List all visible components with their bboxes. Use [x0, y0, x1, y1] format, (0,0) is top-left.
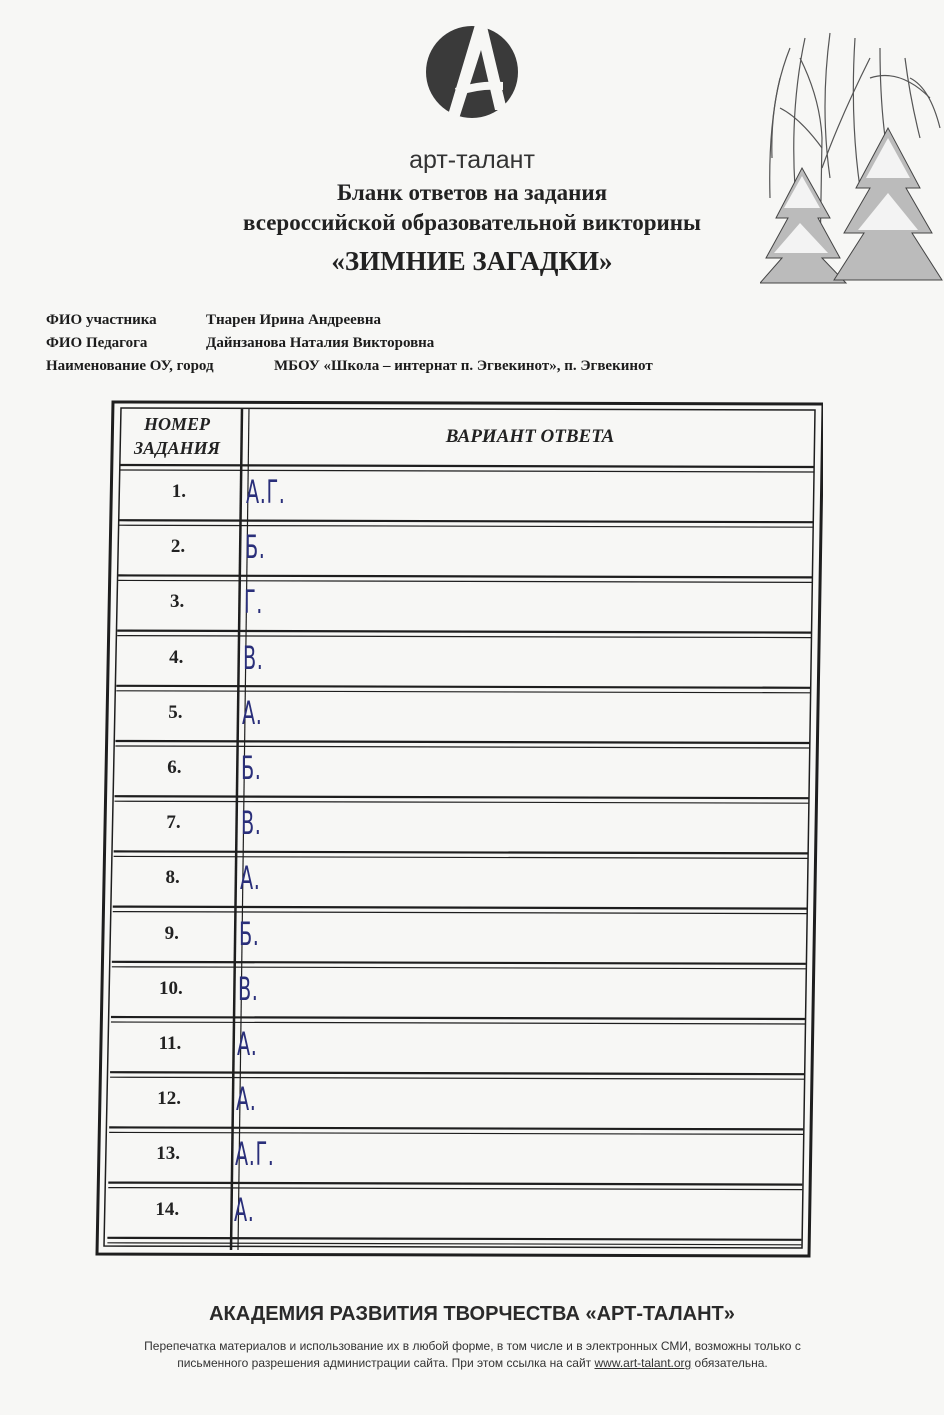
row-divider — [119, 520, 813, 522]
answer-cell[interactable]: Г. — [244, 583, 264, 622]
task-number: 6. — [167, 757, 182, 778]
notice-line2 — [55, 1355, 890, 1372]
teacher-label: ФИО Педагога — [46, 335, 148, 351]
row-divider — [120, 465, 814, 467]
task-number: 14. — [155, 1198, 180, 1220]
art-talant-logo — [425, 10, 520, 135]
row-divider — [111, 1017, 805, 1019]
row-divider — [107, 1238, 801, 1240]
answer-cell[interactable]: А.Г. — [245, 473, 286, 511]
row-divider — [119, 525, 813, 527]
teacher-value: Дайнзанова Наталия Викторовна — [206, 335, 435, 351]
participant-label: ФИО участника — [46, 312, 157, 328]
row-divider — [110, 1072, 804, 1074]
row-divider — [113, 907, 807, 909]
row-divider — [117, 636, 811, 638]
answer-cell[interactable]: В. — [240, 804, 262, 843]
task-number: 10. — [158, 977, 183, 999]
school-label: Наименование ОУ, город — [46, 358, 214, 374]
task-number: 5. — [168, 701, 183, 723]
answer-cell[interactable]: А. — [239, 859, 261, 898]
notice-line1: Перепечатка материалов и использование их в любой форме, в том числе и в электронных СМИ, возможны только с — [144, 1339, 801, 1353]
brand-name: арт-талант — [409, 146, 535, 174]
row-divider — [114, 856, 808, 858]
task-number: 1. — [171, 481, 187, 502]
task-number: 7. — [166, 812, 181, 834]
row-divider — [115, 746, 809, 748]
school-value: МБОУ «Школа – интернат п. Эгвекинот», п. Эгвекинот — [274, 358, 653, 374]
column-header-task-number-line1: НОМЕР — [143, 414, 210, 434]
row-divider — [118, 580, 812, 582]
row-divider — [114, 851, 808, 853]
task-number: 13. — [156, 1143, 181, 1165]
row-divider — [115, 741, 809, 743]
row-divider — [107, 1243, 801, 1245]
task-number: 3. — [169, 591, 185, 613]
answer-cell[interactable]: А. — [236, 1025, 258, 1063]
copyright-notice — [55, 1338, 890, 1372]
row-divider — [108, 1183, 802, 1185]
column-header-task-number — [112, 412, 242, 460]
notice-line2-end: обязательна. — [694, 1356, 768, 1370]
row-divider — [110, 1077, 804, 1079]
task-number: 9. — [164, 922, 179, 944]
answer-cell[interactable]: Б. — [245, 528, 266, 567]
task-number: 2. — [170, 536, 186, 558]
row-divider — [113, 912, 807, 914]
winter-trees-illustration — [760, 18, 944, 288]
task-number: 4. — [169, 646, 184, 668]
task-number: 12. — [157, 1088, 181, 1110]
form-subtitle: всероссийской образовательной викторины — [243, 210, 701, 235]
form-title: Бланк ответов на задания — [336, 180, 608, 205]
row-divider — [116, 686, 810, 688]
participant-value: Тнарен Ирина Андреевна — [206, 312, 382, 328]
answer-cell[interactable]: В. — [237, 969, 259, 1008]
answer-cell[interactable]: Б. — [241, 749, 262, 787]
row-divider — [108, 1188, 802, 1190]
answer-cell[interactable]: А. — [234, 1190, 255, 1229]
answer-cell[interactable]: А. — [242, 693, 263, 732]
academy-name: АКАДЕМИЯ РАЗВИТИЯ ТВОРЧЕСТВА «АРТ-ТАЛАНТ» — [209, 1303, 735, 1325]
task-number: 8. — [165, 867, 180, 889]
quiz-title: «ЗИМНИЕ ЗАГАДКИ» — [331, 246, 613, 276]
teacher-row — [46, 335, 434, 352]
notice-line2-start: письменного разрешения администрации сайта. При этом ссылка на сайт — [177, 1356, 592, 1370]
row-divider — [118, 575, 812, 577]
answer-cell[interactable]: А.Г. — [235, 1135, 275, 1174]
answer-cell[interactable]: Б. — [238, 914, 260, 953]
site-link[interactable]: www.art-talant.org — [594, 1356, 692, 1370]
row-divider — [115, 801, 809, 803]
row-divider — [116, 691, 810, 693]
answer-cell[interactable]: А. — [236, 1080, 257, 1119]
row-divider — [109, 1132, 803, 1134]
row-divider — [117, 631, 811, 633]
answer-table — [95, 398, 823, 1261]
column-header-task-number-line2: ЗАДАНИЯ — [133, 438, 221, 458]
row-divider — [120, 470, 814, 472]
column-header-answer: ВАРИАНТ ОТВЕТА — [445, 426, 615, 447]
row-divider — [112, 962, 806, 964]
row-divider — [112, 967, 806, 969]
row-divider — [115, 796, 809, 798]
task-number: 11. — [158, 1033, 182, 1054]
row-divider — [111, 1022, 805, 1024]
answer-cell[interactable]: В. — [243, 638, 264, 677]
school-row — [46, 358, 653, 375]
row-divider — [109, 1127, 803, 1129]
participant-row — [46, 312, 381, 329]
